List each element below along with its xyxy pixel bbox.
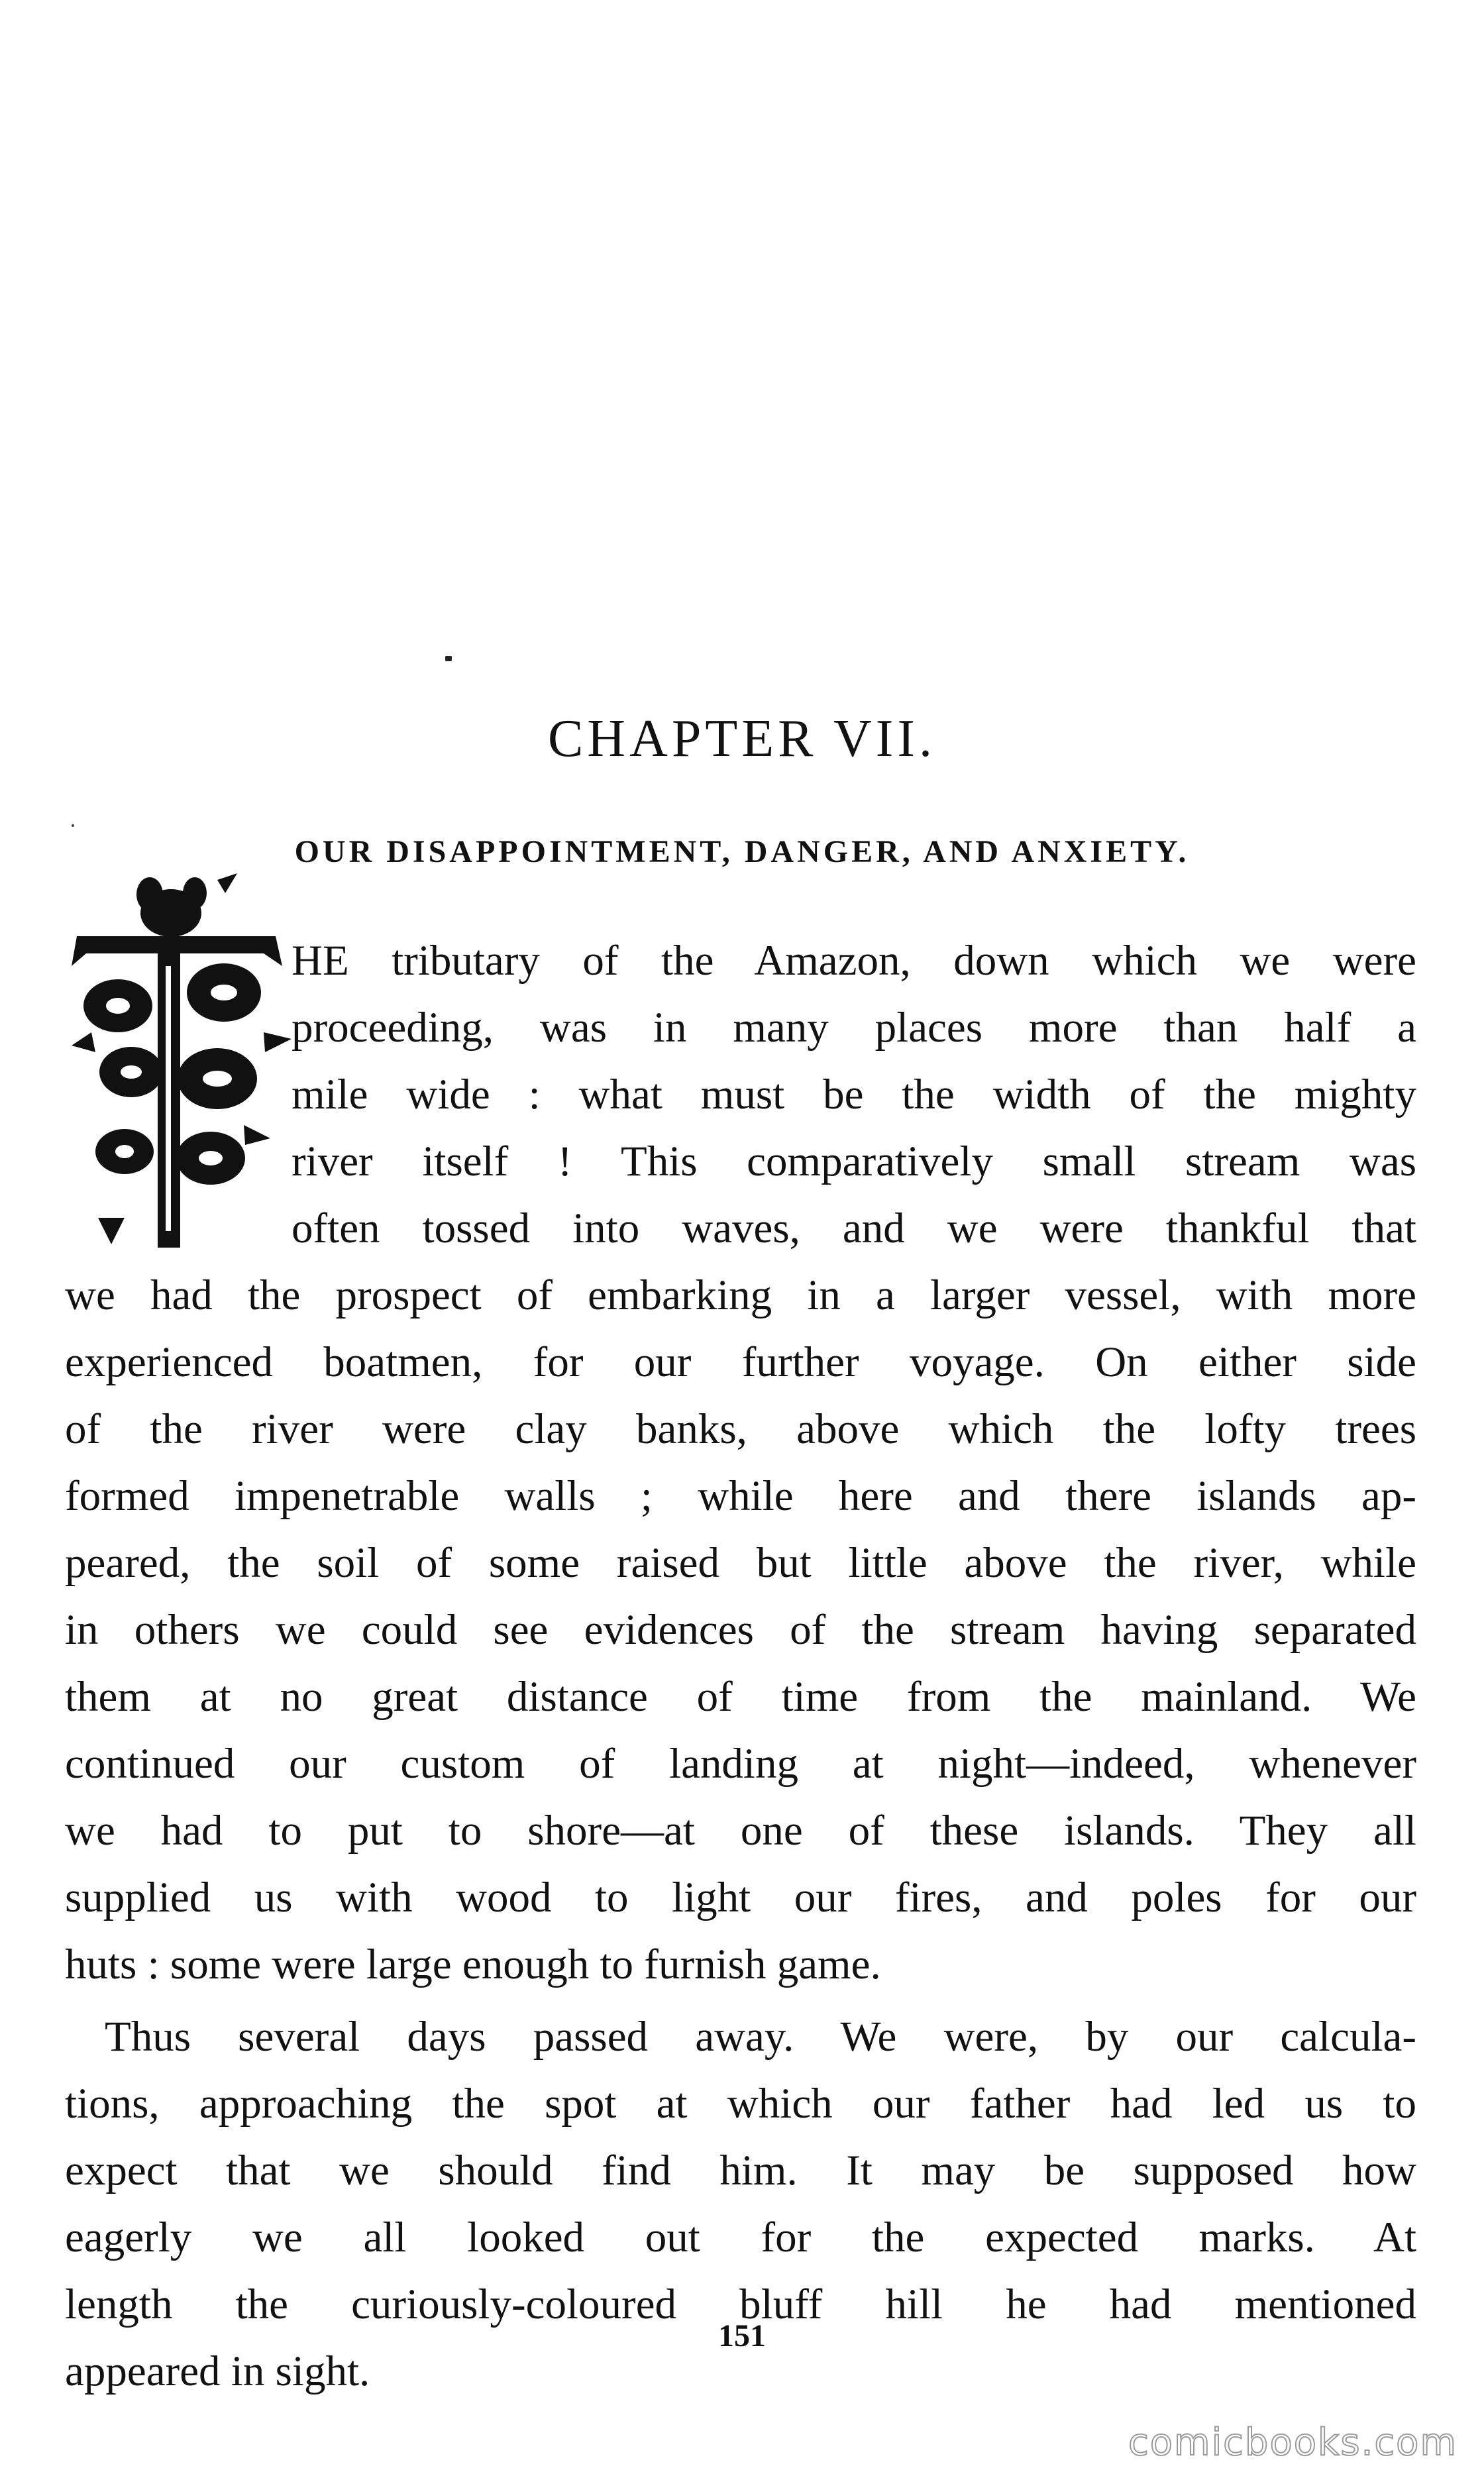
- page-number: 151: [718, 2318, 766, 2353]
- text-line: tions, approaching the spot at which our father had led us to: [65, 2080, 1416, 2128]
- text-line: experienced boatmen, for our further voyage. On either side: [65, 1338, 1416, 1386]
- text-line: supplied us with wood to light our fires, and poles for our: [65, 1874, 1416, 1921]
- text-line: we had to put to shore—at one of these islands. They all: [65, 1807, 1416, 1855]
- chapter-subtitle: OUR DISAPPOINTMENT, DANGER, AND ANXIETY.: [294, 834, 1190, 869]
- text-line: HE tributary of the Amazon, down which we were: [292, 937, 1416, 985]
- watermark: comicbooks.com: [1128, 2421, 1458, 2464]
- ink-dot: [72, 824, 74, 827]
- chapter-title: CHAPTER VII.: [547, 710, 937, 768]
- text-line: we had the prospect of embarking in a larger vessel, with more: [65, 1271, 1416, 1319]
- text-line: eagerly we all looked out for the expected marks. At: [65, 2214, 1416, 2261]
- ink-speck: [445, 656, 452, 661]
- text-line: often tossed into waves, and we were thankful that: [292, 1205, 1416, 1252]
- text-line: proceeding, was in many places more than half a: [292, 1004, 1416, 1051]
- text-line: river itself ! This comparatively small stream was: [292, 1138, 1416, 1185]
- text-line: mile wide : what must be the width of the mighty: [292, 1071, 1416, 1118]
- text-line: Thus several days passed away. We were, by our calcula-: [105, 2013, 1416, 2061]
- text-line: length the curiously-coloured bluff hill he had mentioned: [65, 2281, 1416, 2328]
- text-line: peared, the soil of some raised but little above the river, while: [65, 1539, 1416, 1587]
- text-line: expect that we should find him. It may be supposed how: [65, 2147, 1416, 2194]
- text-line: huts : some were large enough to furnish game.: [65, 1941, 881, 1988]
- text-line: appeared in sight.: [65, 2347, 370, 2395]
- text-line: continued our custom of landing at night—indeed, whenever: [65, 1740, 1416, 1788]
- text-line: of the river were clay banks, above which the lofty trees: [65, 1405, 1416, 1453]
- text-line: in others we could see evidences of the stream having separated: [65, 1606, 1416, 1654]
- text-line: formed impenetrable walls ; while here and there islands ap-: [65, 1472, 1416, 1520]
- chapter-body-text: [65, 928, 1416, 2405]
- text-line: them at no great distance of time from the mainland. We: [65, 1673, 1416, 1721]
